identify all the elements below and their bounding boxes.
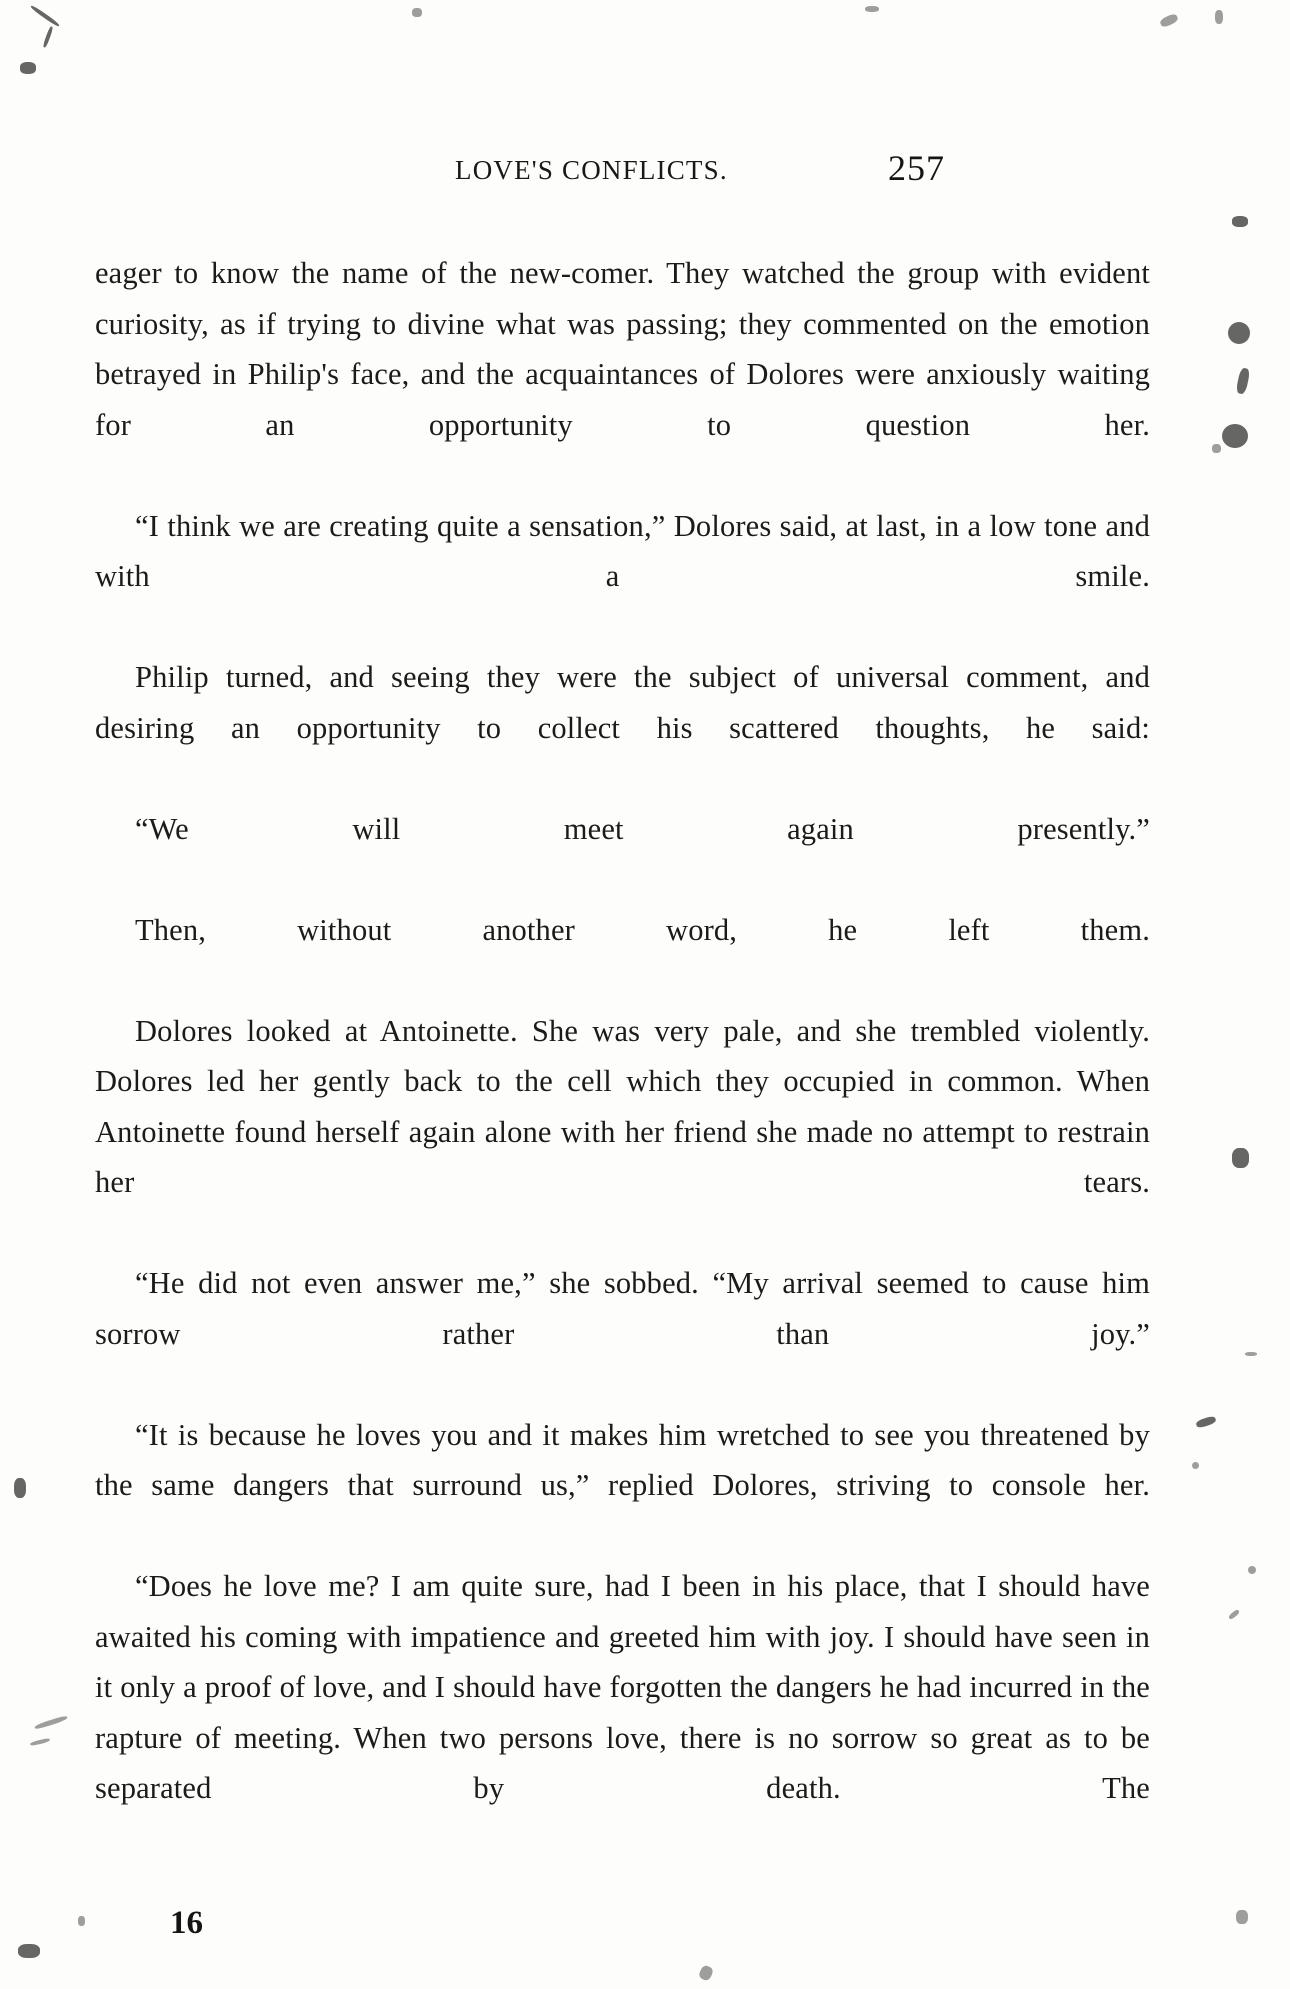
paragraph: “It is because he loves you and it makes him wretched to see you threatened by the same dangers that surround us,” replied Dolores, striving to console her. [95, 1417, 1150, 1502]
scan-speck [30, 5, 60, 28]
page-header [95, 148, 1195, 203]
paragraph: eager to know the name of the new-comer. They watched the group with evident curiosity, as if trying to divine what was passing; they commented on the emotion betrayed in Philip's face, and the acquaintances of Dolores were anxiously waiting for an opportunity to question her. [95, 256, 1150, 442]
paragraph: Philip turned, and seeing they were the subject of universal comment, and desiring an opportunity to collect his scattered thoughts, he said: [95, 660, 1150, 745]
paragraph: “Does he love me? I am quite sure, had I been in his place, that I should have awaited his coming with impatience and greeted him with joy. I should have seen in it only a proof of love, and I should have forgotten the dangers he had incurred in the rapture of meeting. When two persons love, there is no sorrow so great as to be separated by death. The [95, 1569, 1150, 1805]
scan-speck [14, 1478, 26, 1498]
scan-speck [30, 1738, 50, 1747]
paragraph: Dolores looked at Antoinette. She was very pale, and she trembled violently. Dolores led her gently back to the cell which they occupied in common. When Antoinette found herself again alone with her friend she made no attempt to restrain her tears. [95, 1013, 1150, 1199]
scan-speck [1192, 1462, 1199, 1469]
scan-speck [1228, 322, 1250, 344]
scan-speck [1232, 1148, 1249, 1168]
running-head-title: LOVE'S CONFLICTS. [455, 155, 728, 185]
scan-speck [42, 26, 53, 48]
body-text [95, 248, 1150, 1864]
scan-speck [1222, 424, 1248, 448]
signature-mark: 16 [170, 1905, 203, 1941]
scan-speck [18, 1944, 40, 1958]
scan-speck [1212, 444, 1221, 453]
scan-speck [1228, 1609, 1240, 1621]
scan-speck [1235, 367, 1250, 395]
scan-speck [1245, 1352, 1257, 1356]
scan-speck [1159, 13, 1179, 29]
paragraph: “We will meet again presently.” [135, 811, 1150, 846]
scan-speck [34, 1715, 68, 1730]
page-number: 257 [888, 148, 945, 188]
scan-speck [1215, 10, 1223, 24]
scan-speck [1248, 1566, 1256, 1574]
scan-speck [78, 1916, 85, 1926]
paragraph: “He did not even answer me,” she sobbed. “My arrival seemed to cause him sorrow rather than joy.” [95, 1266, 1150, 1351]
scan-speck [1236, 1910, 1248, 1924]
scan-speck [1232, 216, 1248, 227]
paragraph: “I think we are creating quite a sensation,” Dolores said, at last, in a low tone and with a smile. [95, 508, 1150, 593]
scan-speck [20, 62, 36, 74]
scan-speck [865, 6, 879, 12]
scan-speck [698, 1964, 715, 1982]
paragraph: Then, without another word, he left them. [135, 912, 1150, 947]
scan-speck [412, 8, 422, 17]
scan-speck [1195, 1415, 1216, 1429]
